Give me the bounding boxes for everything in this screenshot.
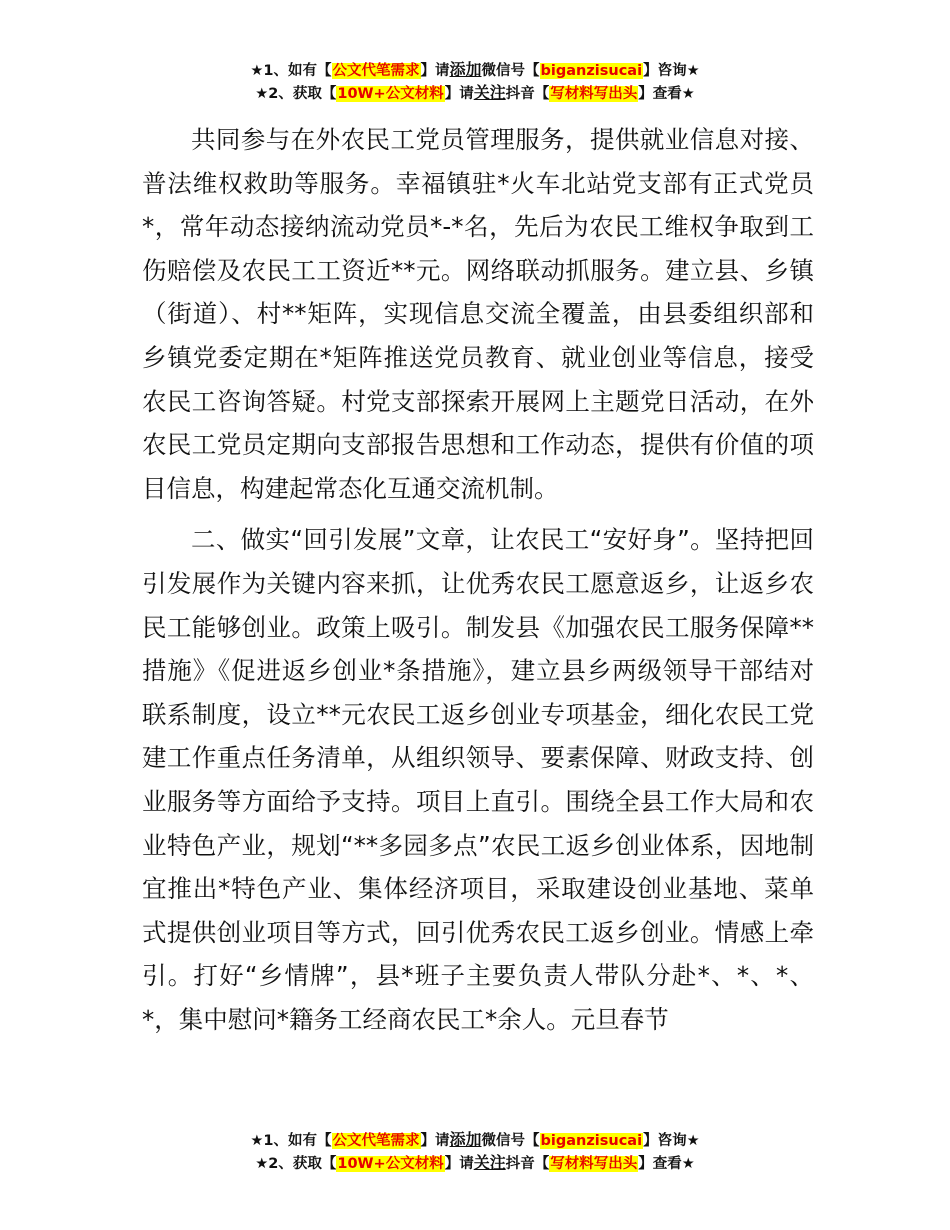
- banner-highlight-wechat-id: biganzisucai: [540, 1133, 643, 1149]
- banner-text: ★1、如有【: [250, 63, 332, 79]
- banner-highlight-materials: 10W+公文材料: [337, 86, 444, 102]
- banner-text: 】请: [444, 1156, 474, 1172]
- banner-emphasis: 添加: [449, 1130, 482, 1149]
- banner-text: 】请: [420, 63, 450, 79]
- banner-emphasis: 关注: [473, 1153, 506, 1172]
- paragraph: 共同参与在外农民工党员管理服务，提供就业信息对接、普法维权救助等服务。幸福镇驻*火车北站党支部有正式党员*，常年动态接纳流动党员*-*名，先后为农民工维权争取到工伤赔偿及农民工工资近**元。网络联动抓服务。建立县、乡镇（街道）、村**矩阵，实现信息交流全覆盖，由县委组织部和乡镇党委定期在*矩阵推送党员教育、就业创业等信息，接受农民工咨询答疑。村党支部探索开展网上主题党日活动，在外农民工党员定期向支部报告思想和工作动态，提供有价值的项目信息，构建起常态化互通交流机制。: [142, 125, 814, 503]
- header-banner: [0, 59, 950, 105]
- banner-text: 】查看★: [638, 86, 695, 102]
- banner-line-2: [0, 1152, 950, 1175]
- banner-text: ★2、获取【: [255, 1156, 337, 1172]
- banner-highlight-wechat-id: biganzisucai: [540, 63, 643, 79]
- banner-line-1: [0, 1129, 950, 1152]
- document-body: [142, 118, 814, 1041]
- banner-text: 微信号【: [481, 1133, 540, 1149]
- banner-text: 】查看★: [638, 1156, 695, 1172]
- banner-emphasis: 添加: [449, 60, 482, 79]
- banner-text: 抖音【: [505, 1156, 550, 1172]
- banner-text: 】请: [420, 1133, 450, 1149]
- banner-text: 】咨询★: [643, 63, 700, 79]
- paragraph: 二、做实“回引发展”文章，让农民工“安好身”。坚持把回引发展作为关键内容来抓，让优秀农民工愿意返乡，让返乡农民工能够创业。政策上吸引。制发县《加强农民工服务保障**措施》《促进返乡创业*条措施》，建立县乡两级领导干部结对联系制度，设立**元农民工返乡创业专项基金，细化农民工党建工作重点任务清单，从组织领导、要素保障、财政支持、创业服务等方面给予支持。项目上直引。围绕全县工作大局和农业特色产业，规划“**多园多点”农民工返乡创业体系，因地制宜推出*特色产业、集体经济项目，采取建设创业基地、菜单式提供创业项目等方式，回引优秀农民工返乡创业。情感上牵引。打好“乡情牌”，县*班子主要负责人带队分赴*、*、*、*，集中慰问*籍务工经商农民工*余人。元旦春节: [142, 525, 814, 1034]
- banner-highlight-douyin: 写材料写出头: [550, 86, 638, 102]
- banner-highlight-service: 公文代笔需求: [332, 63, 420, 79]
- banner-highlight-douyin: 写材料写出头: [550, 1156, 638, 1172]
- banner-text: ★1、如有【: [250, 1133, 332, 1149]
- banner-text: 】咨询★: [643, 1133, 700, 1149]
- banner-emphasis: 关注: [473, 83, 506, 102]
- banner-text: 抖音【: [505, 86, 550, 102]
- banner-text: 微信号【: [481, 63, 540, 79]
- banner-highlight-materials: 10W+公文材料: [337, 1156, 444, 1172]
- banner-line-2: [0, 82, 950, 105]
- banner-text: 】请: [444, 86, 474, 102]
- banner-text: ★2、获取【: [255, 86, 337, 102]
- banner-highlight-service: 公文代笔需求: [332, 1133, 420, 1149]
- banner-line-1: [0, 59, 950, 82]
- footer-banner: [0, 1129, 950, 1175]
